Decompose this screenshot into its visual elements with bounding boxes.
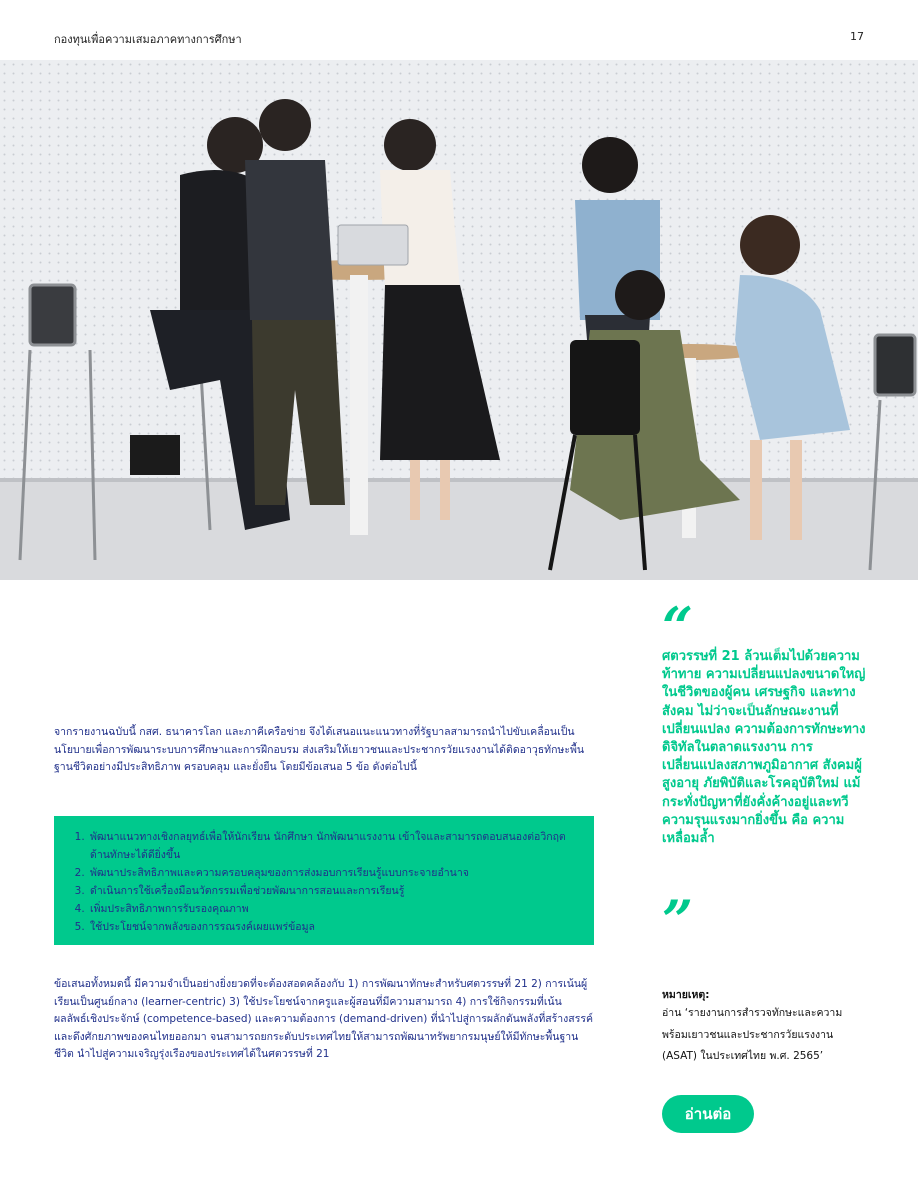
page-number: 17 xyxy=(850,30,864,43)
conclusion-paragraph: ข้อเสนอทั้งหมดนี้ มีความจำเป็นอย่างยิ่งยวดที่จะต้องสอดคล้องกับ 1) การพัฒนาทักษะสำหรับศตวรรษที่ 21 2) การเน้นผู้เรียนเป็นศูนย์กลาง (learner-centric) 3) ใช้ประโยชน์จากครูและผู้สอนที่มีความสามารถ 4) การใช้กิจกรรมที่เน้นผลลัพธ์เชิงประจักษ์ (competence-based) และความต้องการ (demand-driven) ที่นำไปสู่การผลักดันพลังที่สร้างสรรค์และดึงศักยภาพของคนไทยออกมา จนสามารถยกระดับประเทศไทยให้สามารถพัฒนาทรัพยากรมนุษย์ให้มีทักษะพื้นฐานชีวิต นำไปสู่ความเจริญรุ่งเรืองของประเทศได้ในศตวรรษที่ 21 xyxy=(54,978,594,1060)
photo-illustration xyxy=(0,60,918,580)
recommendation-item: 2. พัฒนาประสิทธิภาพและความครอบคลุมของการส่งมอบการเรียนรู้แบบกระจายอำนาจ xyxy=(88,864,580,882)
publication-title: กองทุนเพื่อความเสมอภาคทางการศึกษา xyxy=(54,33,242,46)
note-body: อ่าน ‘รายงานการสำรวจทักษะและความพร้อมเยาวชนและประชากรวัยแรงงาน (ASAT) ในประเทศไทย พ.ศ. 2565’ xyxy=(662,1007,843,1062)
pull-quote: ศตวรรษที่ 21 ล้วนเต็มไปด้วยความท้าทาย ความเปลี่ยนแปลงขนาดใหญ่ในชีวิตของผู้คน เศรษฐกิจ และทางสังคม ไม่ว่าจะเป็นลักษณะงานที่เปลี่ยนแปลง ความต้องการทักษะทางดิจิทัลในตลาดแรงงาน การเปลี่ยนแปลงสภาพภูมิอากาศ สังคมผู้สูงอายุ ภัยพิบัติและโรคอุบัติใหม่ แม้กระทั่งปัญหาที่ยังคั่งค้างอยู่และทวีความรุนแรงมากยิ่งขึ้น คือ ความเหลื่อมล้ำ xyxy=(662,649,866,847)
read-more-button[interactable]: อ่านต่อ xyxy=(662,1095,754,1133)
recommendation-item: 5. ใช้ประโยชน์จากพลังของการรณรงค์เผยแพร่ข้อมูล xyxy=(88,918,580,936)
note-label: หมายเหตุ: xyxy=(662,989,710,1001)
recommendations-list xyxy=(68,828,580,936)
recommendation-item: 1. พัฒนาแนวทางเชิงกลยุทธ์เพื่อให้นักเรียน นักศึกษา นักพัฒนาแรงงาน เข้าใจและสามารถตอบสนองต่อวิกฤตด้านทักษะได้ดียิ่งขึ้น xyxy=(88,828,580,864)
close-quote-mark: ” xyxy=(662,888,694,952)
recommendation-item: 3. ดำเนินการใช้เครื่องมือนวัตกรรมเพื่อช่วยพัฒนาการสอนและการเรียนรู้ xyxy=(88,882,580,900)
students-group-photo xyxy=(0,60,918,580)
recommendation-item: 4. เพิ่มประสิทธิภาพการรับรองคุณภาพ xyxy=(88,900,580,918)
open-quote-mark: “ xyxy=(662,595,694,659)
intro-paragraph: จากรายงานฉบับนี้ กสศ. ธนาคารโลก และภาคีเครือข่าย จึงได้เสนอแนะแนวทางที่รัฐบาลสามารถนำไปขับเคลื่อนเป็นนโยบายเพื่อการพัฒนาระบบการศึกษาและการฝึกอบรม ส่งเสริมให้เยาวชนและประชากรวัยแรงงานได้ติดอาวุธทักษะพื้นฐานชีวิตอย่างมีประสิทธิภาพ ครอบคลุม และยั่งยืน โดยมีข้อเสนอ 5 ข้อ ดังต่อไปนี้ xyxy=(54,726,585,773)
recommendations-box xyxy=(54,816,594,945)
